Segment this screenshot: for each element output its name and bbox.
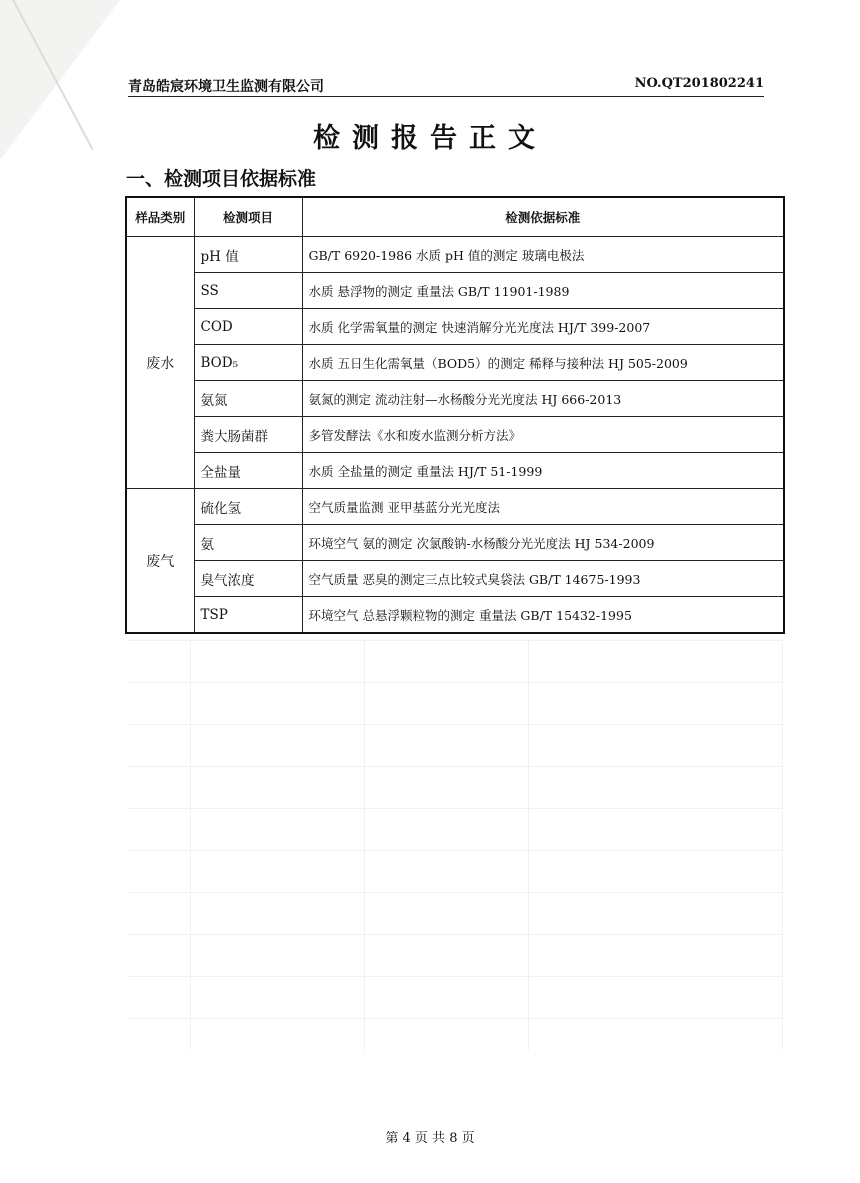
table-row [126,309,784,345]
standard-cell: 环境空气 氨的测定 次氯酸钠-水杨酸分光光度法 HJ 534-2009 [302,525,784,561]
category-cell: 废水 [126,237,194,489]
table-row [126,417,784,453]
standard-cell: 环境空气 总悬浮颗粒物的测定 重量法 GB/T 15432-1995 [302,597,784,634]
table-row [126,597,784,634]
column-header-category: 样品类别 [126,197,194,237]
table-row [126,381,784,417]
page-title: 检测报告正文 [313,123,547,154]
category-cell: 废气 [126,489,194,634]
standard-cell: 空气质量监测 亚甲基蓝分光光度法 [302,489,784,525]
item-cell: 粪大肠菌群 [194,417,302,453]
standard-cell: 空气质量 恶臭的测定三点比较式臭袋法 GB/T 14675-1993 [302,561,784,597]
item-cell: BOD₅ [194,345,302,381]
item-cell: pH 值 [194,237,302,273]
item-cell: 氨 [194,525,302,561]
standard-cell: GB/T 6920-1986 水质 pH 值的测定 玻璃电极法 [302,237,784,273]
column-header-item: 检测项目 [194,197,302,237]
report-number: NO.QT201802241 [634,76,764,91]
standard-cell: 多管发酵法《水和废水监测分析方法》 [302,417,784,453]
page-footer: 第 4 页 共 8 页 [385,1131,475,1146]
item-cell: 全盐量 [194,453,302,489]
standard-cell: 氨氮的测定 流动注射—水杨酸分光光度法 HJ 666-2013 [302,381,784,417]
item-cell: 硫化氢 [194,489,302,525]
item-cell: COD [194,309,302,345]
standards-table [125,196,785,634]
standard-cell: 水质 悬浮物的测定 重量法 GB/T 11901-1989 [302,273,784,309]
table-row [126,489,784,525]
company-name: 青岛皓宸环境卫生监测有限公司 [128,79,324,95]
bleed-through-ghost-table [128,640,782,1050]
table-row [126,525,784,561]
standard-cell: 水质 化学需氧量的测定 快速消解分光光度法 HJ/T 399-2007 [302,309,784,345]
item-cell: 臭气浓度 [194,561,302,597]
section-heading: 一、检测项目依据标准 [126,168,317,190]
table-row [126,237,784,273]
standard-cell: 水质 全盐量的测定 重量法 HJ/T 51-1999 [302,453,784,489]
page-header [128,76,764,97]
table-row [126,453,784,489]
table-row [126,273,784,309]
table-row [126,345,784,381]
table-row [126,561,784,597]
standard-cell: 水质 五日生化需氧量（BOD5）的测定 稀释与接种法 HJ 505-2009 [302,345,784,381]
item-cell: 氨氮 [194,381,302,417]
item-cell: TSP [194,597,302,634]
item-cell: SS [194,273,302,309]
table-header-row [126,197,784,237]
column-header-standard: 检测依据标准 [302,197,784,237]
